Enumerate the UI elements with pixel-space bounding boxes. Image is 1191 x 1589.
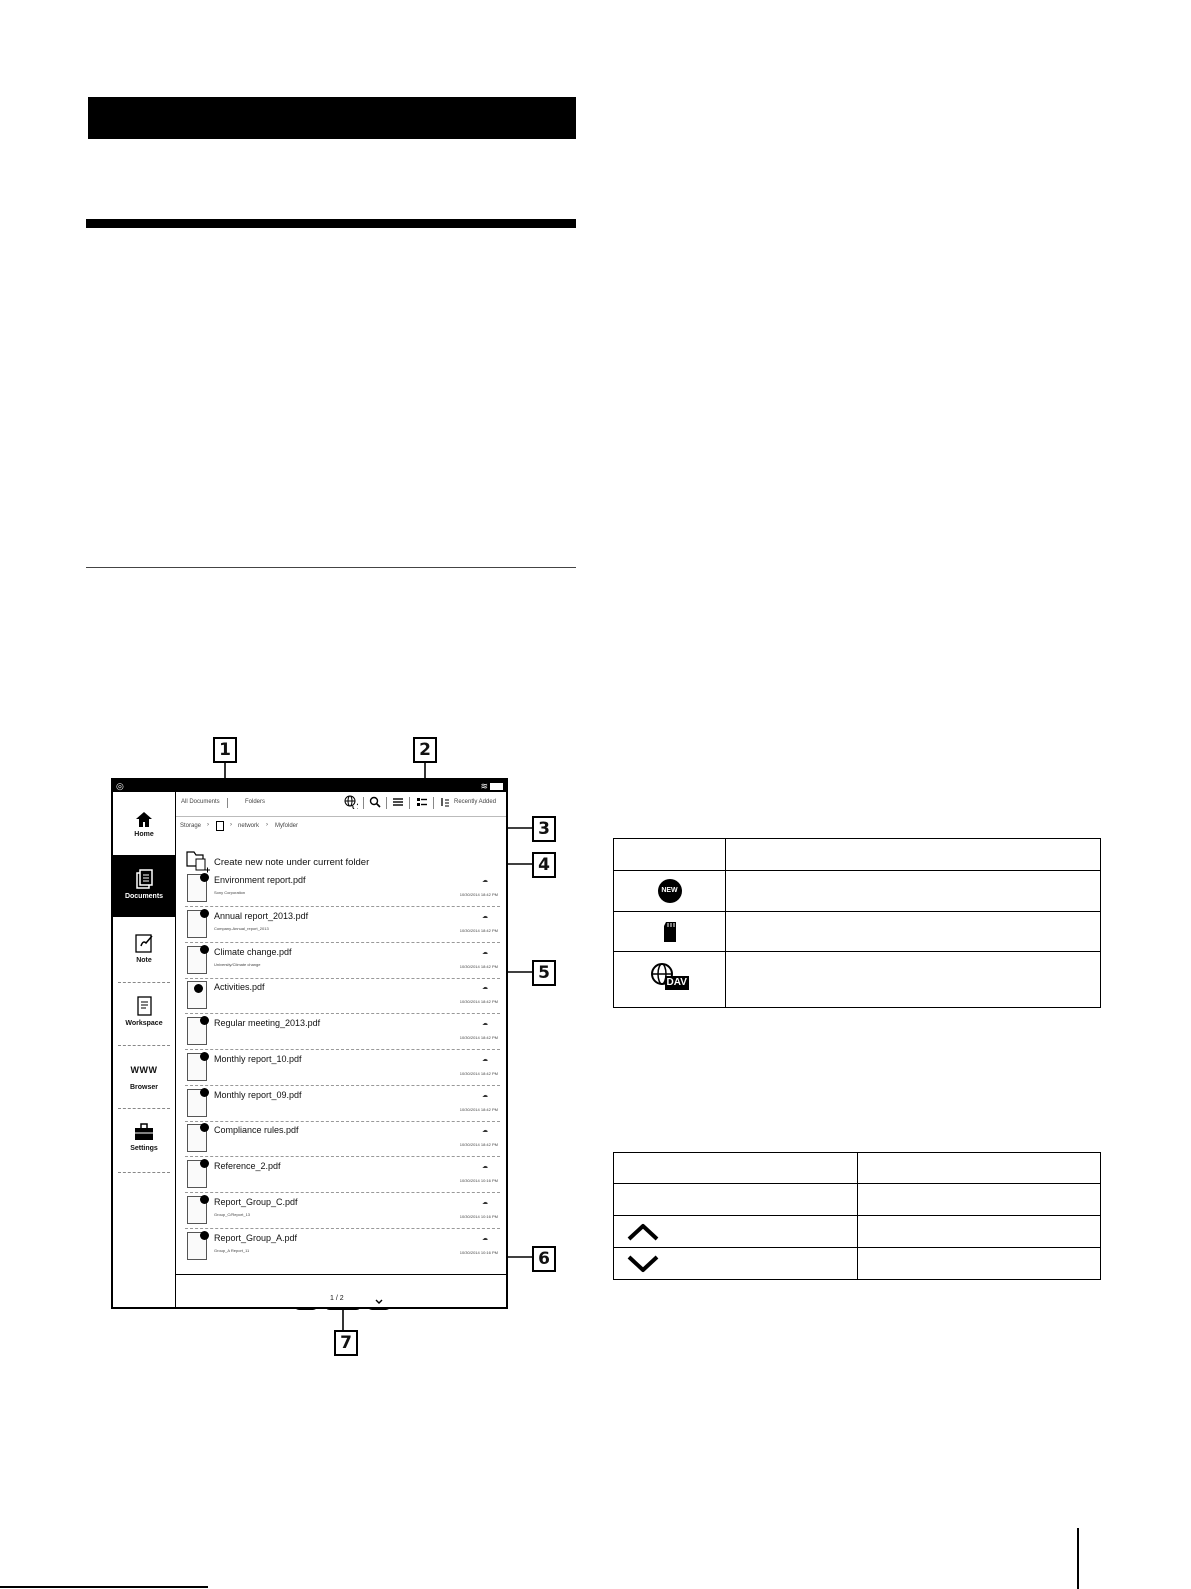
document-thumbnail xyxy=(187,981,207,1009)
table-header-cell xyxy=(858,1153,1101,1184)
cloud-icon: ☁ xyxy=(482,985,488,991)
breadcrumb-network[interactable]: network xyxy=(238,823,260,829)
create-note-label: Create new note under current folder xyxy=(214,857,370,868)
breadcrumb-storage[interactable]: Storage xyxy=(180,823,202,829)
document-thumbnail xyxy=(187,1196,207,1224)
cloud-icon: ☁ xyxy=(482,1164,488,1170)
list-item[interactable] xyxy=(185,1050,500,1086)
breadcrumb-chevron-icon: › xyxy=(230,822,232,828)
file-date: 10/30/2014 18:42 PM xyxy=(459,892,498,897)
tab-folders[interactable]: Folders xyxy=(245,799,266,805)
table-header-row xyxy=(614,839,1101,871)
file-list xyxy=(113,780,506,1307)
document-thumbnail xyxy=(187,1160,207,1188)
sidebar-item-label: Documents xyxy=(124,893,164,900)
table-cell xyxy=(726,871,1101,912)
table-cell xyxy=(858,1248,1101,1280)
new-badge-icon xyxy=(200,1088,209,1097)
cloud-icon: ☁ xyxy=(482,1236,488,1242)
new-badge-icon xyxy=(200,1016,209,1025)
cloud-icon: ☁ xyxy=(482,950,488,956)
file-name: Report_Group_A.pdf xyxy=(214,1233,298,1243)
file-name: Annual report_2013.pdf xyxy=(214,911,309,921)
file-date: 10/30/2014 10:16 PM xyxy=(459,1178,498,1183)
new-badge-icon xyxy=(200,1195,209,1204)
new-badge-icon xyxy=(200,945,209,954)
cloud-icon: ☁ xyxy=(482,878,488,884)
breadcrumb-chevron-icon: › xyxy=(207,822,209,828)
table-icon-cell xyxy=(614,952,726,1008)
list-item[interactable] xyxy=(185,978,500,1014)
table-header-row xyxy=(614,1153,1101,1184)
file-date: 10/30/2014 18:42 PM xyxy=(459,964,498,969)
document-thumbnail xyxy=(187,1053,207,1081)
list-item[interactable] xyxy=(185,943,500,979)
file-date: 10/30/2014 18:42 PM xyxy=(459,1142,498,1147)
breadcrumb-myfolder[interactable]: Myfolder xyxy=(275,823,299,829)
browser-icon: WWW xyxy=(130,1065,158,1075)
table-cell xyxy=(726,952,1101,1008)
table-icon-cell xyxy=(614,871,726,912)
new-badge-icon xyxy=(200,1123,209,1132)
file-path: Company-Annual_report_2013 xyxy=(214,926,269,931)
cloud-icon: ☁ xyxy=(482,1128,488,1134)
sd-card-icon xyxy=(663,921,677,943)
sidebar-item-label: Settings xyxy=(130,1145,158,1152)
table-row xyxy=(614,952,1101,1008)
device-screen xyxy=(111,778,508,1309)
file-name: Environment report.pdf xyxy=(214,875,306,885)
table-header-cell xyxy=(614,839,726,871)
chevron-down-icon xyxy=(626,1253,660,1275)
table-icon-cell xyxy=(614,1216,858,1248)
document-thumbnail xyxy=(187,1124,207,1152)
sidebar-item-label: Workspace xyxy=(125,1020,163,1027)
file-name: Reference_2.pdf xyxy=(214,1161,281,1171)
sidebar-item-label: Home xyxy=(134,831,154,838)
list-item[interactable] xyxy=(185,1086,500,1122)
new-badge-icon xyxy=(200,873,209,882)
table-cell xyxy=(614,1184,858,1216)
table-header-cell xyxy=(614,1153,858,1184)
table-row xyxy=(614,1248,1101,1280)
callout-4: 4 xyxy=(532,852,556,878)
sidebar-item-label: Browser xyxy=(129,1084,158,1091)
file-path: Group_A Report_11 xyxy=(214,1248,250,1253)
file-path: University/Climate change xyxy=(214,962,261,967)
document-thumbnail xyxy=(187,1232,207,1260)
table-cell xyxy=(726,912,1101,952)
file-name: Report_Group_C.pdf xyxy=(214,1197,298,1207)
cloud-icon: ☁ xyxy=(482,1093,488,1099)
page-edge-mark xyxy=(1077,1528,1079,1589)
cloud-icon: ☁ xyxy=(482,914,488,920)
chevron-down-icon xyxy=(374,1298,384,1306)
list-item[interactable] xyxy=(185,1193,500,1229)
button-table xyxy=(613,1152,1101,1280)
new-badge-icon: NEW xyxy=(658,879,682,903)
document-thumbnail xyxy=(187,910,207,938)
table-row xyxy=(614,1184,1101,1216)
new-badge-icon xyxy=(200,1052,209,1061)
file-date: 10/30/2014 10:16 PM xyxy=(459,1214,498,1219)
next-page-button[interactable] xyxy=(374,1293,384,1309)
document-thumbnail xyxy=(187,874,207,902)
cloud-icon: ☁ xyxy=(482,1200,488,1206)
callout-1: 1 xyxy=(213,737,237,763)
tab-all-documents[interactable]: All Documents xyxy=(181,799,220,805)
file-date: 10/30/2014 18:42 PM xyxy=(459,1035,498,1040)
cloud-icon: ☁ xyxy=(482,1057,488,1063)
footer-rule xyxy=(0,1586,208,1588)
breadcrumb-chevron-icon: › xyxy=(266,822,268,828)
table-header-cell xyxy=(726,839,1101,871)
sidebar-item-label: Note xyxy=(136,957,152,964)
table-icon-cell xyxy=(614,912,726,952)
new-badge-icon xyxy=(200,1159,209,1168)
file-name: Climate change.pdf xyxy=(214,947,292,957)
cloud-icon: ☁ xyxy=(482,1021,488,1027)
list-item[interactable] xyxy=(185,1014,500,1050)
list-item[interactable] xyxy=(185,907,500,943)
callout-3: 3 xyxy=(532,816,556,842)
table-cell xyxy=(858,1216,1101,1248)
sync-status-icon: ◎ xyxy=(116,781,124,791)
file-date: 10/30/2014 10:16 PM xyxy=(459,1250,498,1255)
file-date: 10/30/2014 18:42 PM xyxy=(459,1071,498,1076)
file-name: Monthly report_09.pdf xyxy=(214,1090,302,1100)
file-date: 10/30/2014 18:42 PM xyxy=(459,999,498,1004)
file-path: Group_C/Report_13 xyxy=(214,1212,251,1217)
list-item[interactable] xyxy=(185,1121,500,1157)
callout-6: 6 xyxy=(532,1246,556,1272)
callout-2: 2 xyxy=(413,737,437,763)
file-name: Activities.pdf xyxy=(214,982,265,992)
table-cell xyxy=(858,1184,1101,1216)
table-row xyxy=(614,1216,1101,1248)
document-thumbnail xyxy=(187,1017,207,1045)
document-thumbnail xyxy=(187,946,207,974)
table-row xyxy=(614,871,1101,912)
new-badge-icon xyxy=(194,984,203,993)
file-path: Sony Corporation xyxy=(214,890,246,895)
file-name: Regular meeting_2013.pdf xyxy=(214,1018,321,1028)
list-item[interactable] xyxy=(185,871,500,907)
new-badge-icon xyxy=(200,1231,209,1240)
table-icon-cell xyxy=(614,1248,858,1280)
document-thumbnail xyxy=(187,1089,207,1117)
icon-table xyxy=(613,838,1101,1008)
chevron-up-icon xyxy=(626,1221,660,1243)
file-name: Monthly report_10.pdf xyxy=(214,1054,302,1064)
file-name: Compliance rules.pdf xyxy=(214,1125,299,1135)
sort-label[interactable]: Recently Added xyxy=(454,799,497,805)
new-badge-icon xyxy=(200,909,209,918)
webdav-icon: DAV xyxy=(650,962,690,992)
table-row xyxy=(614,912,1101,952)
page-indicator: 1 / 2 xyxy=(330,1295,344,1302)
wifi-icon: ≋ xyxy=(480,781,488,791)
callout-5: 5 xyxy=(532,960,556,986)
list-item[interactable] xyxy=(185,1229,500,1264)
file-date: 10/30/2014 18:42 PM xyxy=(459,928,498,933)
list-item[interactable] xyxy=(185,1157,500,1193)
footer-border xyxy=(176,1274,508,1275)
file-date: 10/30/2014 18:42 PM xyxy=(459,1107,498,1112)
callout-7: 7 xyxy=(334,1330,358,1356)
